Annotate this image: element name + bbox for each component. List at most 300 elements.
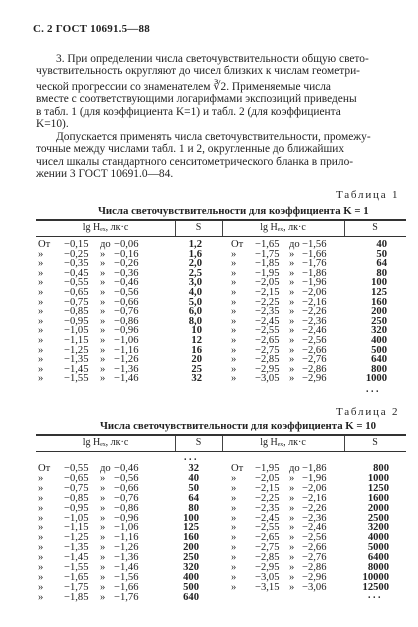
cell-s-value: 40 xyxy=(188,472,199,484)
paragraph-line: в табл. 1 (для коэффициента K=1) и табл. 2 (для коэффициента xyxy=(36,105,341,118)
cell-s-value: 320 xyxy=(371,325,387,337)
cell-range-from: −2,55 xyxy=(255,325,280,337)
cell-range-from: −0,45 xyxy=(64,267,89,279)
cell-range-to: −2,56 xyxy=(302,532,327,544)
cell-range-from: −2,25 xyxy=(255,296,280,308)
table2-header-s: S xyxy=(372,437,378,448)
paragraph-line: K=10). xyxy=(36,118,69,131)
cell-range-to: −1,76 xyxy=(302,258,327,270)
cell-s-value: 16 xyxy=(191,344,202,356)
cell-range-to-word: до xyxy=(100,463,111,474)
cell-range-from: −1,75 xyxy=(64,581,89,593)
cell-s-value: 4000 xyxy=(367,532,389,544)
cell-range-prefix: » xyxy=(38,502,44,514)
table2-header-lg: lg Hₑₓ, лк·с xyxy=(260,437,306,448)
cell-range-to-word: » xyxy=(100,591,106,603)
cell-range-to-word: » xyxy=(289,325,295,337)
cell-range-prefix: » xyxy=(38,482,44,494)
cell-s-value: 100 xyxy=(371,277,387,289)
cell-range-to: −0,86 xyxy=(114,502,139,514)
cell-range-to-word: » xyxy=(289,542,295,554)
cell-range-to: −2,86 xyxy=(302,363,327,375)
cell-range-to: −2,86 xyxy=(302,562,327,573)
cell-range-prefix: » xyxy=(231,532,237,544)
cell-range-prefix: » xyxy=(38,306,44,318)
cell-range-to-word: » xyxy=(100,502,106,514)
cell-range-to-word: до xyxy=(289,239,300,250)
cell-range-to-word: » xyxy=(100,552,106,564)
cell-s-value: 3,0 xyxy=(188,277,202,289)
cell-range-from: −1,15 xyxy=(64,522,89,534)
cell-s-value: 25 xyxy=(191,363,202,375)
cell-range-from: −1,95 xyxy=(255,463,280,474)
cell-range-to-word: » xyxy=(289,258,295,270)
cell-range-from: −0,75 xyxy=(64,296,89,308)
cell-range-to-word: » xyxy=(289,571,295,583)
cell-range-to: −2,66 xyxy=(302,542,327,554)
cell-range-to: −2,76 xyxy=(302,354,327,366)
cell-range-to-word: » xyxy=(289,472,295,484)
cell-range-from: −1,45 xyxy=(64,552,89,564)
cell-range-prefix: » xyxy=(231,373,237,385)
cell-range-to: −1,96 xyxy=(302,277,327,289)
cell-range-to: −2,66 xyxy=(302,344,327,356)
cell-s-value: 50 xyxy=(376,248,387,260)
cell-range-prefix: » xyxy=(231,542,237,554)
cell-s-value: 32 xyxy=(191,373,202,385)
cell-s-value: 100 xyxy=(183,512,199,524)
cell-range-to: −0,96 xyxy=(114,512,139,524)
cell-s-value: 80 xyxy=(188,502,199,514)
cell-range-from: −1,45 xyxy=(64,363,89,375)
cell-range-prefix: От xyxy=(231,239,244,250)
cell-range-to: −1,56 xyxy=(302,239,327,250)
cell-range-to-word: » xyxy=(289,532,295,544)
cell-s-value: 500 xyxy=(183,581,199,593)
table-row xyxy=(0,373,418,385)
cell-range-to: −0,66 xyxy=(114,482,139,494)
cell-s-value: 10 xyxy=(191,325,202,337)
cell-range-to: −1,56 xyxy=(114,571,139,583)
cell-range-prefix: » xyxy=(38,492,44,504)
cell-range-prefix: От xyxy=(38,239,51,250)
cell-range-from: −0,85 xyxy=(64,492,89,504)
cell-range-to-word: » xyxy=(100,287,106,298)
cell-s-value: 1000 xyxy=(367,472,389,484)
cell-range-from: −2,95 xyxy=(255,363,280,375)
cell-s-value: 6,0 xyxy=(188,306,202,318)
cell-range-prefix: » xyxy=(231,248,237,260)
cell-range-from: −3,15 xyxy=(255,581,280,593)
cell-range-to-word: » xyxy=(100,571,106,583)
cell-range-to: −1,36 xyxy=(114,363,139,375)
cell-range-to-word: » xyxy=(100,512,106,524)
cell-range-to: −0,86 xyxy=(114,315,139,327)
cell-range-to-word: » xyxy=(100,482,106,494)
cell-s-value: 125 xyxy=(371,287,387,298)
cell-range-to-word: » xyxy=(100,306,106,318)
cell-range-to-word: » xyxy=(289,522,295,534)
cell-s-value: 200 xyxy=(183,542,199,554)
cell-range-prefix: » xyxy=(231,277,237,289)
cell-range-to: −1,76 xyxy=(114,591,139,603)
cell-range-to-word: » xyxy=(100,258,106,270)
table1-header-s: S xyxy=(195,222,202,233)
cell-range-from: −2,65 xyxy=(255,335,280,346)
cell-range-from: −1,05 xyxy=(64,512,89,524)
cell-range-to-word: » xyxy=(100,296,106,308)
cell-range-from: −0,35 xyxy=(64,258,89,270)
cell-range-from: −2,95 xyxy=(255,562,280,573)
cell-range-prefix: » xyxy=(231,562,237,573)
cell-range-prefix: От xyxy=(38,463,51,474)
cell-range-to-word: » xyxy=(100,267,106,279)
cell-range-to: −1,16 xyxy=(114,344,139,356)
cell-range-from: −0,85 xyxy=(64,306,89,318)
table2-leading-dots: . . . xyxy=(184,452,197,463)
cell-range-prefix: » xyxy=(38,571,44,583)
cell-range-from: −3,05 xyxy=(255,571,280,583)
cell-s-value: 2500 xyxy=(367,512,389,524)
paragraph-line: точные между числами табл. 1 и 2, округленные до ближайших xyxy=(36,143,345,156)
cell-range-prefix: » xyxy=(231,335,237,346)
cell-range-prefix: » xyxy=(38,248,44,260)
cell-s-value: 200 xyxy=(371,306,387,318)
cell-s-value: 640 xyxy=(183,591,199,603)
cell-s-value: 80 xyxy=(376,267,387,279)
cell-range-to-word: » xyxy=(289,248,295,260)
cell-s-value: 2,5 xyxy=(188,267,202,279)
cell-range-from: −1,35 xyxy=(64,354,89,366)
cell-range-from: −2,75 xyxy=(255,542,280,554)
cell-range-from: −1,65 xyxy=(255,239,280,250)
table2-header-lg: lg Hₑₓ, лк·с xyxy=(82,437,129,448)
cell-range-to: −1,86 xyxy=(302,267,327,279)
cell-range-to: −1,06 xyxy=(114,522,139,534)
cell-s-value: 160 xyxy=(183,532,199,544)
page-header: С. 2 ГОСТ 10691.5—88 xyxy=(33,23,150,35)
cell-range-to: −3,06 xyxy=(302,581,327,593)
cell-range-to: −0,76 xyxy=(114,306,139,318)
cell-range-to: −2,96 xyxy=(302,571,327,583)
cell-range-to: −2,56 xyxy=(302,335,327,346)
cell-range-from: −1,35 xyxy=(64,542,89,554)
cell-range-to-word: » xyxy=(289,562,295,573)
cell-range-to: −2,26 xyxy=(302,502,327,514)
cell-range-prefix: » xyxy=(38,315,44,327)
cell-range-to: −1,36 xyxy=(114,552,139,564)
cell-s-value: 1,6 xyxy=(188,248,202,260)
cell-range-from: −2,25 xyxy=(255,492,280,504)
cell-range-prefix: » xyxy=(38,277,44,289)
cell-range-to: −1,26 xyxy=(114,542,139,554)
cell-range-to-word: » xyxy=(289,552,295,564)
cell-range-from: −2,85 xyxy=(255,552,280,564)
cell-s-value: 4,0 xyxy=(188,287,202,298)
cell-range-from: −2,75 xyxy=(255,344,280,356)
cell-range-prefix: » xyxy=(231,258,237,270)
cell-s-value: 5,0 xyxy=(188,296,202,308)
cell-range-to: −2,46 xyxy=(302,325,327,337)
cell-s-value: 40 xyxy=(376,239,387,250)
cell-range-to-word: до xyxy=(289,463,300,474)
cell-range-to: −2,46 xyxy=(302,522,327,534)
cell-range-prefix: » xyxy=(38,472,44,484)
cell-range-prefix: » xyxy=(231,522,237,534)
cell-range-to-word: до xyxy=(100,239,111,250)
cell-range-to: −1,06 xyxy=(114,335,139,346)
table2-caption: Числа светочувствительности для коэффициента K = 10 xyxy=(100,420,377,432)
cell-range-prefix: » xyxy=(231,287,237,298)
cell-s-value: 8000 xyxy=(367,562,389,573)
cell-range-from: −0,25 xyxy=(64,248,89,260)
cell-range-prefix: » xyxy=(231,363,237,375)
cell-s-value: 64 xyxy=(376,258,387,270)
cell-range-to: −0,36 xyxy=(114,267,139,279)
cell-s-value: 125 xyxy=(183,522,199,534)
cell-range-to: −1,86 xyxy=(302,463,327,474)
cell-s-value: 800 xyxy=(371,363,387,375)
cell-range-to: −0,46 xyxy=(114,463,139,474)
cell-s-value: 500 xyxy=(371,344,387,356)
cell-range-to-word: » xyxy=(100,522,106,534)
cell-range-to: −0,76 xyxy=(114,492,139,504)
cell-range-to-word: » xyxy=(100,373,106,385)
cell-range-from: −0,65 xyxy=(64,287,89,298)
cell-range-prefix: » xyxy=(231,306,237,318)
cell-range-from: −2,15 xyxy=(255,482,280,494)
cell-range-prefix: От xyxy=(231,463,244,474)
cell-s-value: 12 xyxy=(191,335,202,346)
cell-range-to-word: » xyxy=(289,502,295,514)
cell-s-value: 640 xyxy=(371,354,387,366)
paragraph-line: жении 3 ГОСТ 10691.0—84. xyxy=(36,168,174,181)
cell-s-value: 250 xyxy=(183,552,199,564)
cell-range-prefix: » xyxy=(38,532,44,544)
cell-range-prefix: » xyxy=(38,373,44,385)
cell-range-from: −0,95 xyxy=(64,315,89,327)
cell-range-to-word: » xyxy=(100,315,106,327)
cell-s-value: 250 xyxy=(371,315,387,327)
paragraph-intermediate xyxy=(36,131,406,181)
table1-header-s: S xyxy=(372,222,378,233)
cell-range-to-word: » xyxy=(289,306,295,318)
cell-range-to: −1,46 xyxy=(114,373,139,385)
paragraph-line: чисел шкалы стандартного сенситометрического бланка в прило- xyxy=(36,155,354,168)
cell-range-prefix: » xyxy=(38,296,44,308)
paragraph-line: ческой прогрессии со знаменателем ∛2. Применяемые числа xyxy=(36,80,331,93)
cell-range-to-word: » xyxy=(289,482,295,494)
cell-range-to: −1,16 xyxy=(114,532,139,544)
cell-range-to-word: » xyxy=(100,581,106,593)
table1-label: Таблица 1 xyxy=(336,189,400,201)
cell-range-prefix: » xyxy=(231,482,237,494)
paragraph-line: чувствительность округляют до чисел близких к числам геометри- xyxy=(36,65,360,78)
cell-range-to: −2,06 xyxy=(302,482,327,494)
cell-range-to: −0,46 xyxy=(114,277,139,289)
table1-header-rule xyxy=(36,236,406,237)
paragraph-line: 3. При определении числа светочувствительности общую свето- xyxy=(56,53,369,65)
cell-s-value: 160 xyxy=(371,296,387,308)
cell-range-to: −0,56 xyxy=(114,472,139,484)
cell-range-prefix: » xyxy=(231,552,237,564)
cell-range-prefix: » xyxy=(38,562,44,573)
cell-range-to-word: » xyxy=(289,315,295,327)
cell-range-from: −1,55 xyxy=(64,373,89,385)
cell-range-prefix: » xyxy=(231,512,237,524)
cell-range-to-word: » xyxy=(100,492,106,504)
cell-range-to: −0,66 xyxy=(114,296,139,308)
cell-range-to: −2,26 xyxy=(302,306,327,318)
cell-s-value: 2000 xyxy=(367,502,389,514)
cell-range-prefix: » xyxy=(231,315,237,327)
cell-s-value: 5000 xyxy=(367,542,389,554)
cell-range-prefix: » xyxy=(231,472,237,484)
cell-range-to: −1,96 xyxy=(302,472,327,484)
cell-s-value: 12500 xyxy=(362,581,389,593)
cell-range-to-word: » xyxy=(289,363,295,375)
cell-s-value: 1,2 xyxy=(188,239,202,250)
table2-top-rule xyxy=(36,434,406,436)
cell-range-prefix: » xyxy=(38,354,44,366)
cell-range-from: −0,55 xyxy=(64,277,89,289)
cell-range-from: −1,75 xyxy=(255,248,280,260)
paragraph-line: Допускается применять числа светочувствительности, промежу- xyxy=(56,131,371,143)
cell-range-to-word: » xyxy=(100,277,106,289)
cell-range-from: −0,95 xyxy=(64,502,89,514)
cell-range-prefix: » xyxy=(38,335,44,346)
table1-header-lg: lg Hₑₓ, лк·с xyxy=(260,222,306,233)
cell-s-value: 400 xyxy=(183,571,199,583)
cell-range-from: −2,35 xyxy=(255,502,280,514)
cell-range-prefix: » xyxy=(231,325,237,337)
cell-s-value: 1000 xyxy=(365,373,387,385)
cell-range-to-word: » xyxy=(100,542,106,554)
cell-range-to: −2,06 xyxy=(302,287,327,298)
cell-range-to-word: » xyxy=(289,344,295,356)
cell-range-to-word: » xyxy=(100,335,106,346)
cell-range-from: −0,75 xyxy=(64,482,89,494)
cell-range-prefix: » xyxy=(231,581,237,593)
cell-range-to: −0,56 xyxy=(114,287,139,298)
cell-range-to: −1,66 xyxy=(302,248,327,260)
cell-range-to-word: » xyxy=(289,296,295,308)
cell-range-to-word: » xyxy=(100,363,106,375)
cell-range-to: −0,96 xyxy=(114,325,139,337)
cell-range-from: −1,85 xyxy=(64,591,89,603)
table1-caption: Числа светочувствительности для коэффициента K = 1 xyxy=(98,205,369,217)
cell-range-to: −2,16 xyxy=(302,492,327,504)
cell-range-prefix: » xyxy=(231,571,237,583)
cell-range-prefix: » xyxy=(231,502,237,514)
cell-range-to: −2,36 xyxy=(302,512,327,524)
cell-range-prefix: » xyxy=(38,258,44,270)
cell-s-value: 64 xyxy=(188,492,199,504)
cell-range-from: −2,35 xyxy=(255,306,280,318)
table2-continuation-dots: . . . xyxy=(368,590,381,601)
cell-range-from: −2,05 xyxy=(255,472,280,484)
table-row xyxy=(0,582,418,594)
cell-s-value: 1250 xyxy=(367,482,389,494)
cell-s-value: 10000 xyxy=(362,571,389,583)
cell-range-from: −1,65 xyxy=(64,571,89,583)
table1-header-lg: lg Hₑₓ, лк·с xyxy=(82,222,129,233)
paragraph-line: вместе с соответствующими логарифмами экспозиций приведены xyxy=(36,93,357,106)
cell-s-value: 1600 xyxy=(367,492,389,504)
cell-range-from: −2,55 xyxy=(255,522,280,534)
cell-range-prefix: » xyxy=(38,552,44,564)
cell-range-prefix: » xyxy=(231,344,237,356)
table2-header-rule xyxy=(36,451,406,452)
cell-range-from: −2,05 xyxy=(255,277,280,289)
cell-range-to-word: » xyxy=(289,373,295,385)
cell-range-to: −0,06 xyxy=(114,239,139,250)
cell-range-prefix: » xyxy=(38,363,44,375)
cell-range-to-word: » xyxy=(289,287,295,298)
cell-range-to-word: » xyxy=(289,492,295,504)
cell-range-from: −1,55 xyxy=(64,562,89,573)
cell-range-prefix: » xyxy=(38,325,44,337)
cell-range-from: −1,15 xyxy=(64,335,89,346)
cell-s-value: 8,0 xyxy=(188,315,202,327)
cell-range-from: −3,05 xyxy=(255,373,280,385)
cell-range-to: −2,16 xyxy=(302,296,327,308)
cell-range-prefix: » xyxy=(38,287,44,298)
cell-range-to-word: » xyxy=(289,512,295,524)
cell-range-prefix: » xyxy=(38,581,44,593)
cell-range-from: −1,25 xyxy=(64,532,89,544)
cell-range-from: −1,05 xyxy=(64,325,89,337)
cell-range-to-word: » xyxy=(289,335,295,346)
cell-range-to-word: » xyxy=(289,581,295,593)
cell-range-to: −1,66 xyxy=(114,581,139,593)
cell-range-to: −2,76 xyxy=(302,552,327,564)
table2-header-s: S xyxy=(195,437,202,448)
cell-range-to: −2,96 xyxy=(302,373,327,385)
cell-range-prefix: » xyxy=(231,354,237,366)
cell-range-prefix: » xyxy=(38,542,44,554)
cell-s-value: 6400 xyxy=(367,552,389,564)
cell-range-prefix: » xyxy=(38,522,44,534)
table1-continuation-dots: . . . xyxy=(366,384,379,395)
cell-range-to-word: » xyxy=(100,472,106,484)
cell-range-to: −0,26 xyxy=(114,258,139,270)
cell-s-value: 320 xyxy=(183,562,199,573)
cell-range-prefix: » xyxy=(231,296,237,308)
cell-range-from: −1,25 xyxy=(64,344,89,356)
cell-range-to-word: » xyxy=(100,562,106,573)
cell-range-to: −1,46 xyxy=(114,562,139,573)
cell-range-from: −1,85 xyxy=(255,258,280,270)
cell-s-value: 400 xyxy=(371,335,387,346)
cell-range-to-word: » xyxy=(100,532,106,544)
cell-range-from: −1,95 xyxy=(255,267,280,279)
cell-range-to-word: » xyxy=(100,354,106,366)
cell-range-from: −0,15 xyxy=(64,239,89,250)
cell-range-from: −2,15 xyxy=(255,287,280,298)
cell-range-to: −2,36 xyxy=(302,315,327,327)
cell-range-from: −0,55 xyxy=(64,463,89,474)
paragraph-rounding xyxy=(36,53,406,130)
cell-range-to-word: » xyxy=(100,248,106,260)
cell-range-to-word: » xyxy=(289,277,295,289)
cell-s-value: 20 xyxy=(191,354,202,366)
cell-range-prefix: » xyxy=(38,267,44,279)
cell-range-from: −2,65 xyxy=(255,532,280,544)
cell-s-value: 2,0 xyxy=(188,258,202,270)
cell-range-prefix: » xyxy=(231,267,237,279)
cell-range-prefix: » xyxy=(38,591,44,603)
